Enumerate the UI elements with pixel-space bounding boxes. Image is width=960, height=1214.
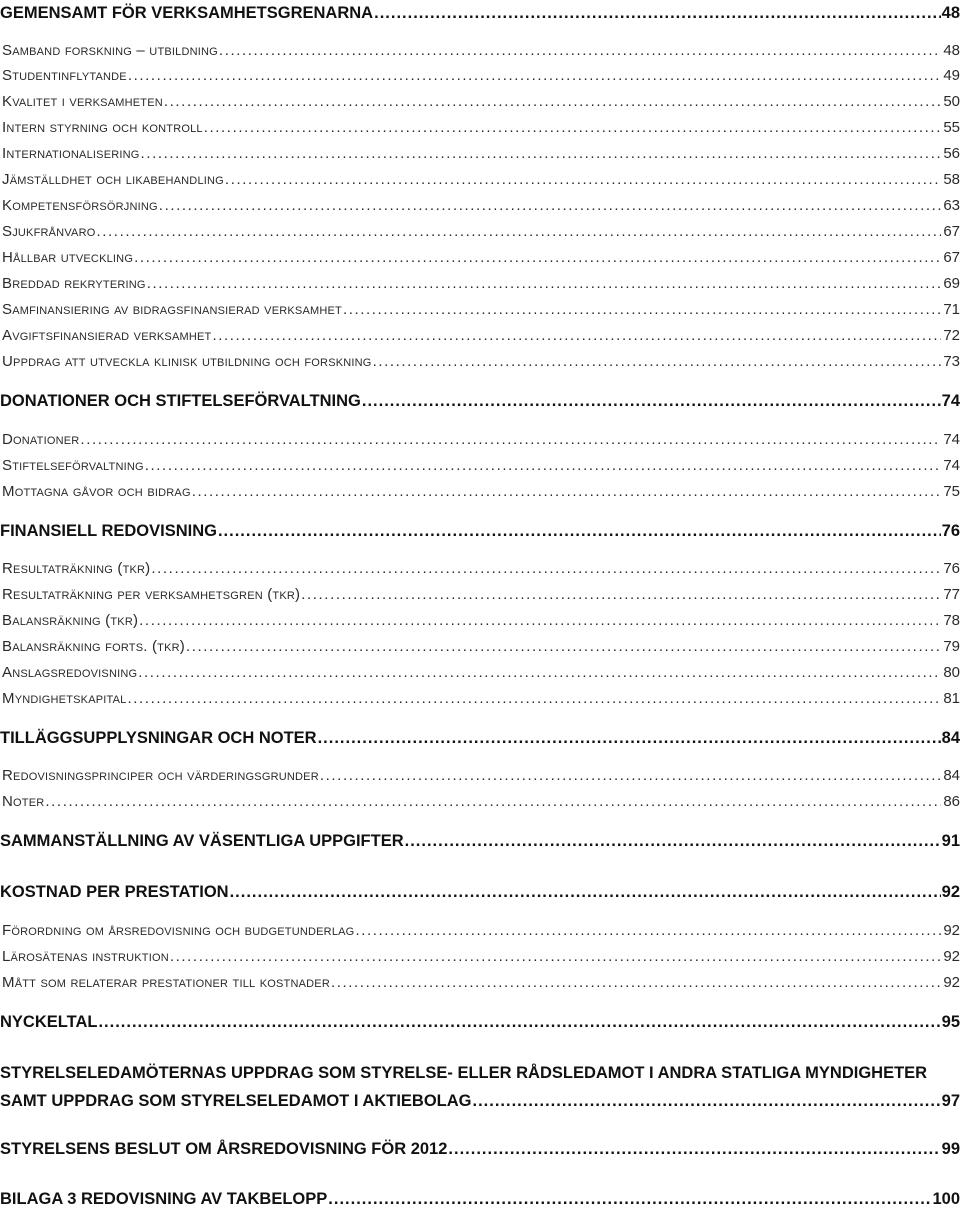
dot-leader — [170, 948, 941, 965]
toc-heading[interactable] — [0, 1140, 960, 1159]
dot-leader — [230, 883, 941, 902]
toc-page-number: 80 — [943, 664, 960, 681]
dot-leader — [159, 197, 941, 214]
toc-page-number: 84 — [941, 729, 960, 747]
toc-entry-title: Samband forskning – utbildning — [2, 42, 218, 59]
toc-subentry[interactable] — [0, 301, 960, 318]
toc-page-number: 50 — [943, 93, 960, 110]
toc-subentry[interactable] — [0, 145, 960, 162]
toc-subentry[interactable] — [0, 171, 960, 188]
toc-page-number: 92 — [943, 974, 960, 991]
toc-subentry[interactable] — [0, 922, 960, 939]
toc-page-number: 91 — [941, 832, 960, 850]
toc-page-number: 75 — [943, 483, 960, 500]
toc-page-number: 72 — [943, 327, 960, 344]
toc-entry-title: Uppdrag att utveckla klinisk utbildning och forskning — [2, 353, 372, 370]
dot-leader — [343, 301, 941, 318]
toc-entry-title: Studentinflytande — [2, 67, 127, 84]
toc-page-number: 97 — [941, 1092, 960, 1110]
toc-entry-title: BILAGA 3 REDOVISNING AV TAKBELOPP — [0, 1190, 328, 1208]
toc-subentry[interactable] — [0, 560, 960, 577]
toc-entry-title: TILLÄGGSUPPLYSNINGAR OCH NOTER — [0, 729, 317, 747]
dot-leader — [45, 793, 941, 810]
toc-page-number: 95 — [941, 1013, 960, 1031]
toc-heading[interactable] — [0, 1190, 960, 1209]
toc-page-number: 73 — [943, 353, 960, 370]
toc-page-number: 77 — [943, 586, 960, 603]
toc-subentry[interactable] — [0, 197, 960, 214]
dot-leader — [141, 145, 941, 162]
toc-entry-title: Kvalitet i verksamheten — [2, 93, 163, 110]
toc-entry-title: Hållbar utveckling — [2, 249, 134, 266]
toc-subentry[interactable] — [0, 327, 960, 344]
toc-subentry[interactable] — [0, 612, 960, 629]
toc-page-number: 49 — [943, 67, 960, 84]
toc-page-number: 76 — [941, 522, 960, 540]
dot-leader — [134, 249, 941, 266]
dot-leader — [139, 612, 941, 629]
toc-page-number: 76 — [943, 560, 960, 577]
toc-subentry[interactable] — [0, 42, 960, 59]
toc-subentry[interactable] — [0, 431, 960, 448]
dot-leader — [192, 483, 941, 500]
toc-page-number: 79 — [943, 638, 960, 655]
toc-entry-title: Anslagsredovisning — [2, 664, 138, 681]
dot-leader — [204, 119, 941, 136]
toc-heading[interactable] — [0, 522, 960, 541]
dot-leader — [301, 586, 941, 603]
toc-page-number: 74 — [941, 392, 960, 410]
toc-entry-title: Mottagna gåvor och bidrag — [2, 483, 191, 500]
toc-page-number: 100 — [932, 1190, 960, 1208]
toc-subentry[interactable] — [0, 457, 960, 474]
toc-subentry[interactable] — [0, 119, 960, 136]
toc-subentry[interactable] — [0, 638, 960, 655]
toc-page-number: 92 — [943, 922, 960, 939]
toc-entry-title: Stiftelseförvaltning — [2, 457, 144, 474]
toc-entry-title: DONATIONER OCH STIFTELSEFÖRVALTNING — [0, 392, 361, 410]
dot-leader — [328, 1190, 931, 1209]
toc-heading[interactable] — [0, 1013, 960, 1032]
toc-entry-title: Noter — [2, 793, 45, 810]
toc-entry-title: NYCKELTAL — [0, 1013, 98, 1031]
toc-page-number: 67 — [943, 223, 960, 240]
toc-entry-continuation — [0, 1092, 960, 1111]
dot-leader — [128, 67, 941, 84]
toc-page-number: 86 — [943, 793, 960, 810]
dot-leader — [320, 767, 941, 784]
toc-subentry[interactable] — [0, 586, 960, 603]
toc-entry-title: Lärosätenas instruktion — [2, 948, 169, 965]
toc-page-number: 74 — [943, 457, 960, 474]
dot-leader — [219, 42, 941, 59]
dot-leader — [186, 638, 941, 655]
toc-entry-title: STYRELSENS BESLUT OM ÅRSREDOVISNING FÖR 2012 — [0, 1140, 448, 1158]
toc-entry-title: Balansräkning forts. (tkr) — [2, 638, 185, 655]
dot-leader — [225, 171, 941, 188]
dot-leader — [97, 223, 942, 240]
toc-entry-title: Jämställdhet och likabehandling — [2, 171, 224, 188]
toc-entry-title: Resultaträkning (tkr) — [2, 560, 151, 577]
dot-leader — [373, 353, 941, 370]
toc-entry-title: Intern styrning och kontroll — [2, 119, 203, 136]
toc-page-number: 99 — [941, 1140, 960, 1158]
dot-leader — [374, 4, 941, 23]
toc-entry-title: Samfinansiering av bidragsfinansierad verksamhet — [2, 301, 342, 318]
toc-page-number: 58 — [943, 171, 960, 188]
dot-leader — [405, 832, 941, 851]
toc-entry-title: Myndighetskapital — [2, 690, 127, 707]
dot-leader — [151, 560, 941, 577]
dot-leader — [164, 93, 941, 110]
dot-leader — [355, 922, 941, 939]
toc-heading[interactable] — [0, 832, 960, 851]
dot-leader — [138, 664, 941, 681]
toc-entry-title: SAMMANSTÄLLNING AV VÄSENTLIGA UPPGIFTER — [0, 832, 404, 850]
toc-entry-title: Sjukfrånvaro — [2, 223, 96, 240]
toc-page-number: 48 — [943, 42, 960, 59]
toc-heading[interactable] — [0, 883, 960, 902]
toc-subentry[interactable] — [0, 223, 960, 240]
toc-subentry[interactable] — [0, 793, 960, 810]
toc-subentry[interactable] — [0, 767, 960, 784]
toc-page-number: 74 — [943, 431, 960, 448]
toc-page-number: 92 — [941, 883, 960, 901]
dot-leader — [362, 392, 941, 411]
toc-entry-title: Internationalisering — [2, 145, 140, 162]
toc-entry-title: Mått som relaterar prestationer till kostnader — [2, 974, 330, 991]
toc-subentry[interactable] — [0, 664, 960, 681]
toc-page-number: 55 — [943, 119, 960, 136]
toc-entry-title: Balansräkning (tkr) — [2, 612, 139, 629]
toc-subentry[interactable] — [0, 948, 960, 965]
dot-leader — [472, 1092, 940, 1111]
toc-entry-title: Donationer — [2, 431, 80, 448]
dot-leader — [331, 974, 941, 991]
dot-leader — [318, 729, 941, 748]
dot-leader — [80, 431, 941, 448]
dot-leader — [147, 275, 941, 292]
dot-leader — [218, 522, 941, 541]
toc-page-number: 56 — [943, 145, 960, 162]
toc-heading[interactable] — [0, 1064, 960, 1111]
toc-subentry[interactable] — [0, 483, 960, 500]
toc-entry-title: KOSTNAD PER PRESTATION — [0, 883, 229, 901]
toc-entry-title: Breddad rekrytering — [2, 275, 146, 292]
toc-entry-title: Resultaträkning per verksamhetsgren (tkr) — [2, 586, 301, 603]
toc-entry-title: Redovisningsprinciper och värderingsgrunder — [2, 767, 319, 784]
toc-entry-title: Avgiftsfinansierad verksamhet — [2, 327, 212, 344]
toc-subentry[interactable] — [0, 353, 960, 370]
toc-subentry[interactable] — [0, 67, 960, 84]
toc-page-number: 78 — [943, 612, 960, 629]
toc-heading[interactable] — [0, 392, 960, 411]
toc-page-number: 69 — [943, 275, 960, 292]
toc-subentry[interactable] — [0, 93, 960, 110]
toc-subentry[interactable] — [0, 275, 960, 292]
dot-leader — [128, 690, 942, 707]
toc-entry-title: SAMT UPPDRAG SOM STYRELSELEDAMOT I AKTIEBOLAG — [0, 1092, 472, 1110]
dot-leader — [212, 327, 941, 344]
toc-entry-title: Kompetensförsörjning — [2, 197, 158, 214]
toc-page-number: 84 — [943, 767, 960, 784]
toc-page-number: 92 — [943, 948, 960, 965]
toc-page-number: 67 — [943, 249, 960, 266]
toc-subentry[interactable] — [0, 974, 960, 991]
toc-entry-title: GEMENSAMT FÖR VERKSAMHETSGRENARNA — [0, 4, 374, 22]
toc-subentry[interactable] — [0, 249, 960, 266]
toc-entry-title: Förordning om årsredovisning och budgetunderlag — [2, 922, 355, 939]
toc-entry-title: STYRELSELEDAMÖTERNAS UPPDRAG SOM STYRELSE- ELLER RÅDSLEDAMOT I ANDRA STATLIGA MYNDIGHETER — [0, 1064, 928, 1082]
toc-page-number: 63 — [943, 197, 960, 214]
toc-page-number: 48 — [941, 4, 960, 22]
toc-page-number: 71 — [943, 301, 960, 318]
toc-heading[interactable] — [0, 4, 960, 23]
toc-page-number: 81 — [943, 690, 960, 707]
toc-subentry[interactable] — [0, 690, 960, 707]
toc-heading[interactable] — [0, 729, 960, 748]
dot-leader — [448, 1140, 940, 1159]
dot-leader — [145, 457, 941, 474]
dot-leader — [98, 1013, 940, 1032]
toc-entry-title: FINANSIELL REDOVISNING — [0, 522, 217, 540]
